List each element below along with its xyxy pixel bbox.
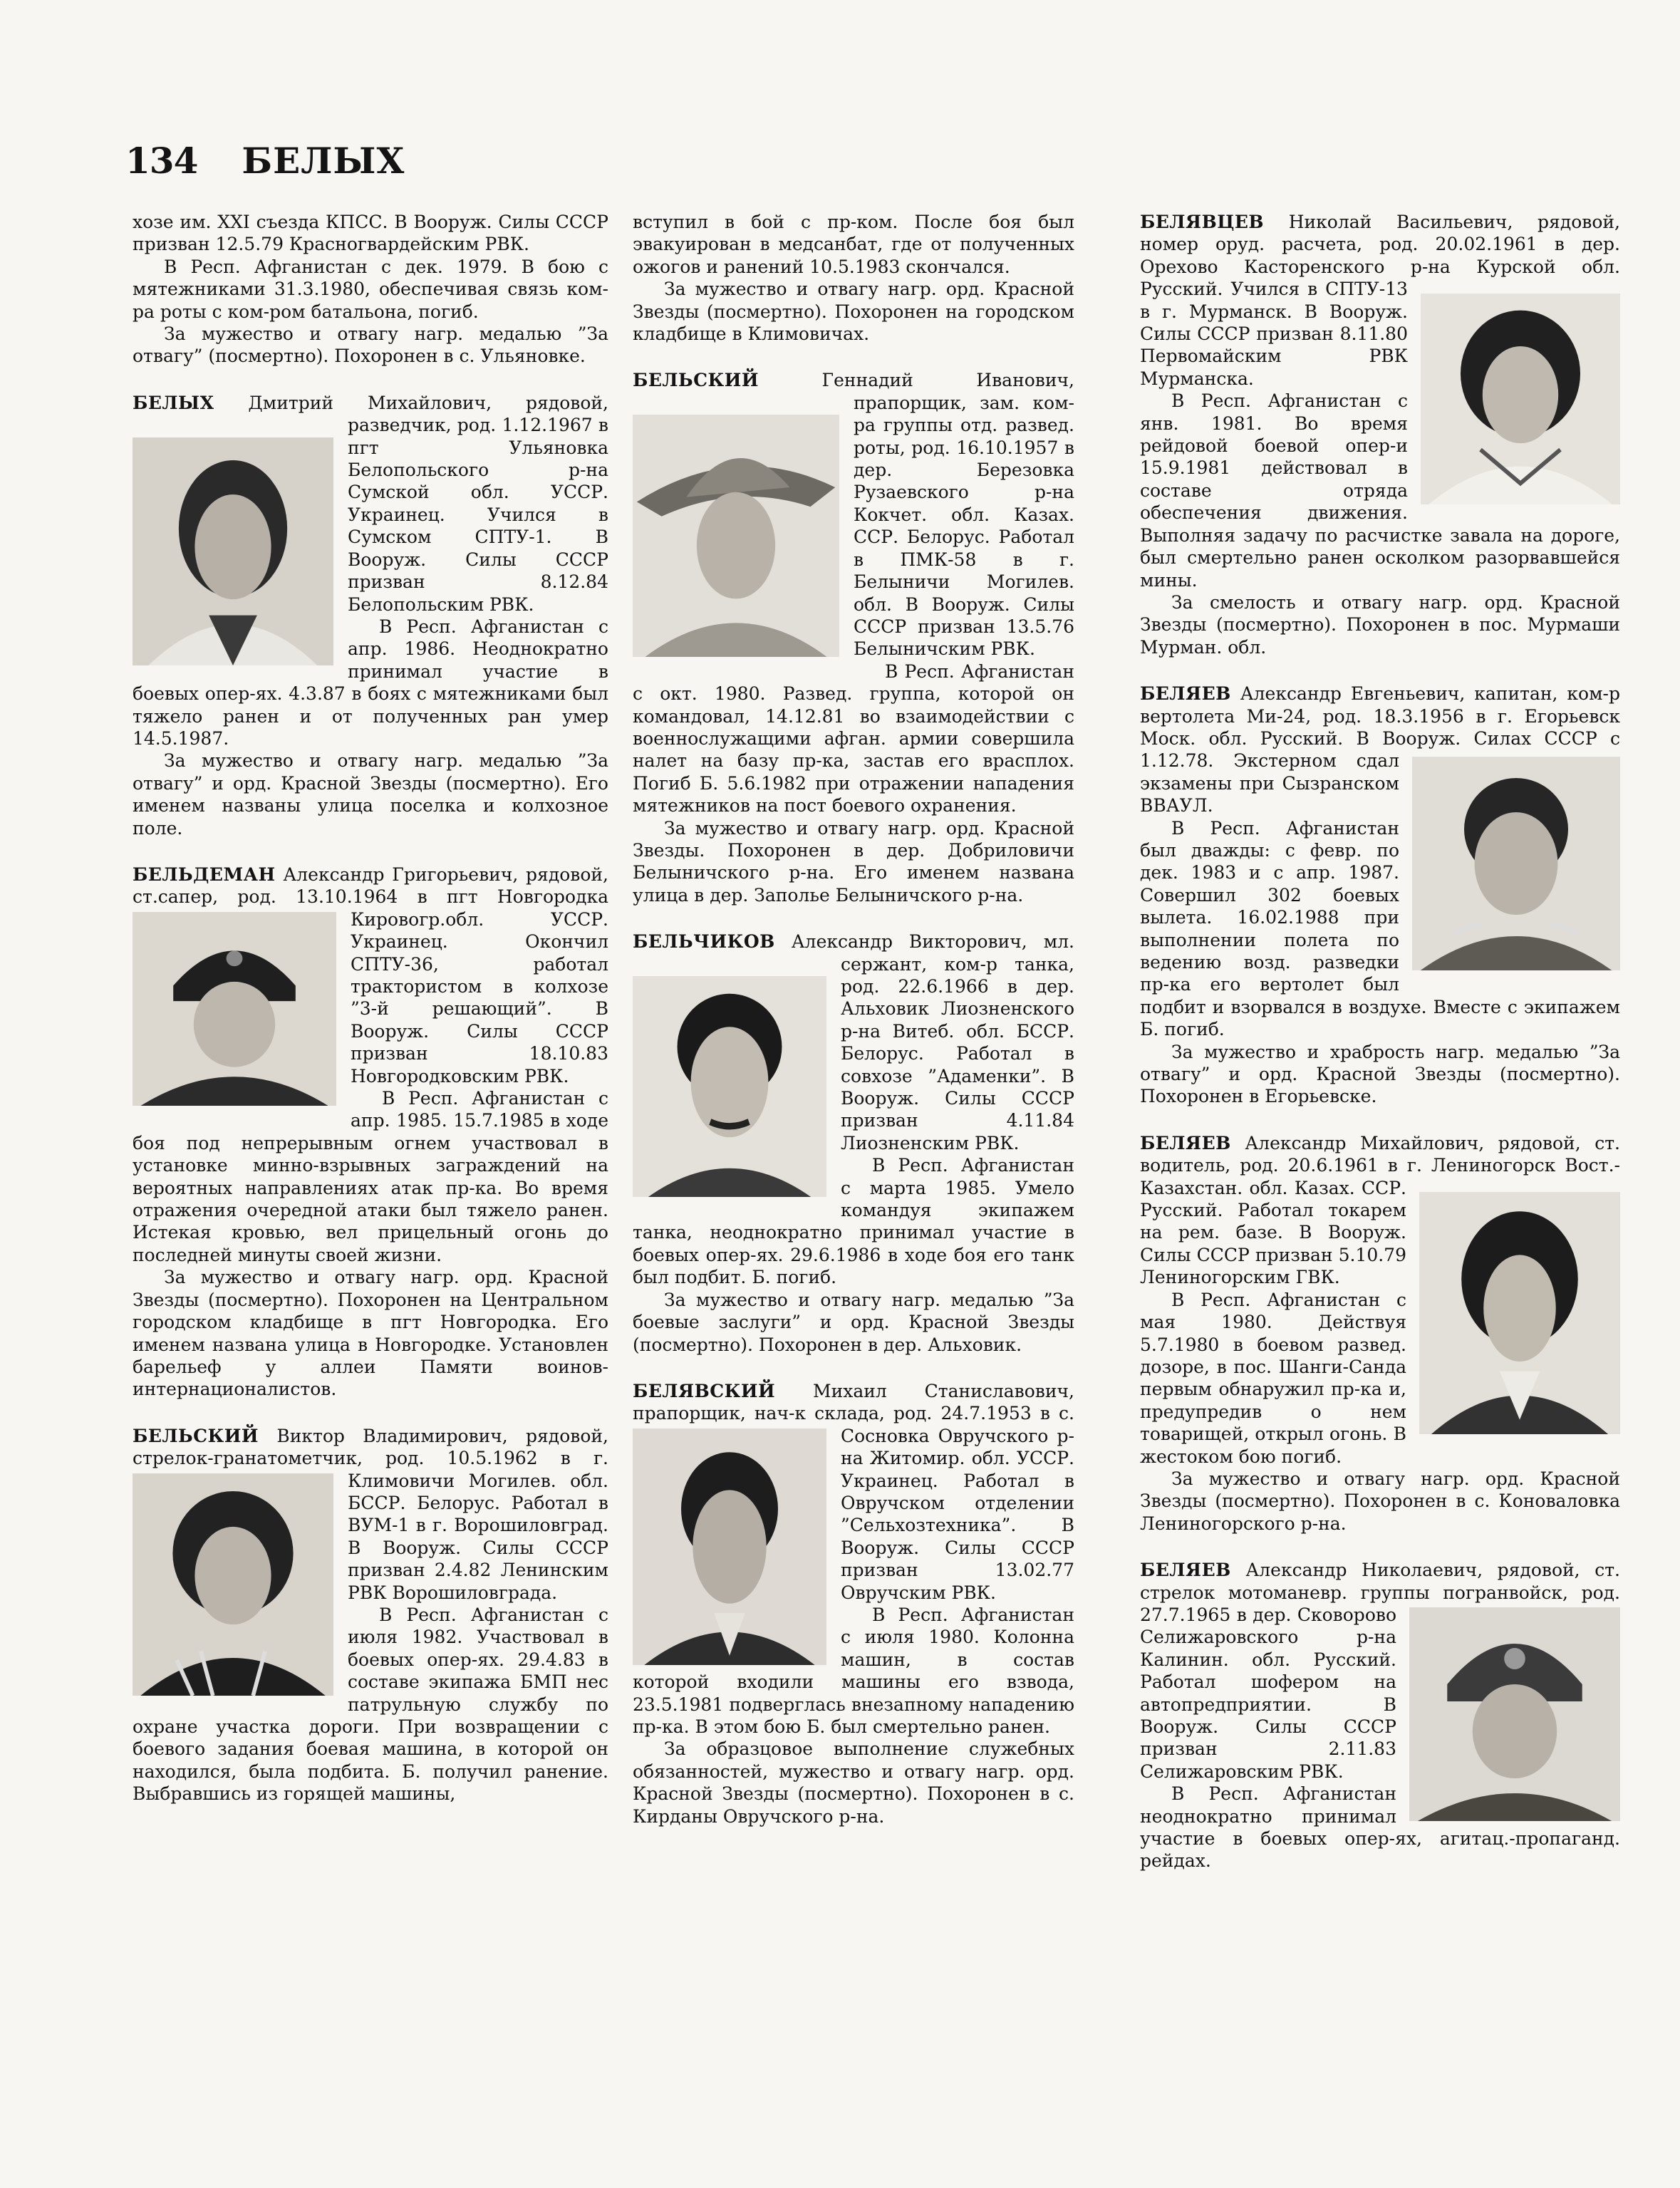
paragraph: В Респ. Афганистан с дек. 1979. В бою с мятежниками 31.3.1980, обеспечивая связь ком-ра роты с ком-ром батальона, погиб. <box>133 256 608 322</box>
entry-surname: БЕЛЬСКИЙ <box>133 1425 259 1446</box>
entry-lead-text: Александр Евгеньевич, капитан, ком-р вертолета Ми-24, род. 18.3.1956 в г. Егорьевск Моск. обл. Русский. В Вооруж. Силах СССР с 1.12.78. Экстерном сдал экзамены при Сызранском ВВАУЛ. <box>1140 683 1620 816</box>
page-number: 134 <box>125 140 198 182</box>
entry-lead-text: Александр Михайлович, рядовой, ст. водитель, род. 20.6.1961 в г. Лениногорск Вост.-Казахстан. обл. Казах. ССР. Русский. Работал токарем на рем. базе. В Вооруж. Силы СССР призван 5.10.79 Лениногорским ГВК. <box>1140 1132 1620 1288</box>
entry-surname: БЕЛЬЧИКОВ <box>633 931 775 953</box>
entry-lead-text: Александр Григорьевич, рядовой, ст.сапер, род. 13.10.1964 в пгт Новгородка Кировогр.обл. УССР. Украинец. Окончил СПТУ-36, работал трактористом в колхозе ”3-й решающий”. В Вооруж. Силы СССР призван 18.10.83 Новгородковским РВК. <box>133 864 608 1087</box>
paragraph: За мужество и отвагу нагр. орд. Красной Звезды (посмертно). Похоронен на городском кладбище в Климовичах. <box>633 279 1074 345</box>
paragraph: В Респ. Афганистан с мая 1980. Действуя 5.7.1980 в боевом развед. дозоре, в пос. Шанги-Санда первым обнаружил пр-ка и, предупредив о нем товарищей, открыл огонь. В жестоком бою погиб. <box>1140 1289 1406 1467</box>
entry-belyaev-alexandr-evgenievich <box>1140 683 1620 1108</box>
entry-lead-text: Геннадий Иванович, прапорщик, зам. ком-ра группы отд. развед. роты, род. 16.10.1957 в дер. Березовка Рузаевского р-на Кокчет. обл. Казах. ССР. Белорус. Работал в ПМК-58 в г. Белыничи Могилев. обл. В Вооруж. Силы СССР призван 13.5.76 Белыничским РВК. <box>759 370 1074 660</box>
portrait-photo <box>633 976 826 1197</box>
entry-continuation <box>133 211 608 368</box>
paragraph: В Респ. Афганистан неоднократно принимал участие в боевых опер-ях, агитац.-пропаганд. рейдах. <box>1140 1783 1620 1872</box>
column-1 <box>133 211 608 1805</box>
entry-surname: БЕЛЯЕВ <box>1140 1132 1231 1153</box>
paragraph: За мужество и отвагу нагр. орд. Красной Звезды (посмертно). Похоронен в с. Коноваловка Лениногорского р-на. <box>1140 1468 1620 1534</box>
portrait-photo <box>633 415 839 657</box>
entry-lead-text: Александр Николаевич, рядовой, ст. стрелок мотоманевр. группы погранвойск, род. 27.7.1965 в дер. Сковорово Селижаровского р-на Калинин. обл. Русский. Работал шофером на автопредприятии. В Вооруж. Силы СССР призван 2.11.83 Селижаровским РВК. <box>1140 1560 1620 1782</box>
entry-surname: БЕЛЯВСКИЙ <box>633 1380 776 1401</box>
paragraph: В Респ. Афганистан был дважды: с февр. по дек. 1983 и с апр. 1987. Совершил 302 боевых вылета. 16.02.1988 при выполнении полета по ведению возд. разведки пр-ка его вертолет был подбит и взорвался в воздухе. Вместе с экипажем Б. погиб. <box>1140 817 1620 1040</box>
entry-surname: БЕЛЯЕВ <box>1140 1560 1231 1581</box>
entry-beldeman-alexandr <box>133 864 608 1401</box>
paragraph: За мужество и храбрость нагр. медалью ”За отвагу” и орд. Красной Звезды (посмертно). Похоронен в Егорьевске. <box>1140 1041 1620 1107</box>
entry-belykh-dmitry <box>133 392 608 839</box>
paragraph: За смелость и отвагу нагр. орд. Красной Звезды (посмертно). Похоронен в пос. Мурмаши Мурман. обл. <box>1140 591 1620 658</box>
column-2 <box>633 211 1074 1827</box>
entry-surname: БЕЛЬДЕМАН <box>133 864 276 885</box>
entry-lead-text: Николай Васильевич, рядовой, номер оруд. расчета, род. 20.02.1961 в дер. Орехово Касторенского р-на Курской обл. Русский. Учился в СПТУ-13 в г. Мурманск. В Вооруж. Силы СССР призван 8.11.80 Первомайским РВК Мурманска. <box>1140 212 1620 389</box>
entry-lead-text: Виктор Владимирович, рядовой, стрелок-гранатометчик, род. 10.5.1962 в г. Климовичи Могилев. обл. БССР. Белорус. Работал в ВУМ-1 в г. Ворошиловград. В Вооруж. Силы СССР призван 2.4.82 Ленинским РВК Ворошиловграда. <box>133 1425 608 1603</box>
portrait-photo <box>133 437 333 665</box>
entry-lead-text: Александр Викторович, мл. сержант, ком-р танка, род. 22.6.1966 в дер. Альховик Лиозненского р-на Витеб. обл. БССР. Белорус. Работал в совхозе ”Адаменки”. В Вооруж. Силы СССР призван 4.11.84 Лиозненским РВК. <box>774 931 1074 1153</box>
paragraph: За мужество и отвагу нагр. орд. Красной Звезды. Похоронен в дер. Добриловичи Белыничского р-на. Его именем названа улица в дер. Заполье Белыничского р-на. <box>633 817 1074 906</box>
entry-belyaev-alexandr-nikolaevich <box>1140 1559 1620 1872</box>
portrait-photo <box>133 1473 333 1696</box>
portrait-photo <box>1412 757 1620 970</box>
entry-lead-text: Дмитрий Михайлович, рядовой, разведчик, род. 1.12.1967 в пгт Ульяновка Белопольского р-на Сумской обл. УССР. Украинец. Учился в Сумском СПТУ-1. В Вооруж. Силы СССР призван 8.12.84 Белопольским РВК. <box>214 392 608 615</box>
paragraph: За мужество и отвагу нагр. орд. Красной Звезды (посмертно). Похоронен на Центральном городском кладбище в пгт Новгородка. Его именем названа улица в Новгородке. Установлен барельеф у аллеи Памяти воинов-интернационалистов. <box>133 1267 608 1400</box>
entry-belsky-gennady <box>633 369 1074 906</box>
entry-belyavsky-mikhail <box>633 1380 1074 1827</box>
page-header <box>125 140 405 182</box>
paragraph: В Респ. Афганистан с марта 1985. Умело командуя экипажем танка, неоднократно принимал участие в боевых опер-ях. 29.6.1986 в ходе боя его танк был подбит. Б. погиб. <box>633 1155 1074 1288</box>
portrait-photo <box>633 1429 826 1665</box>
paragraph: За мужество и отвагу нагр. медалью ”За отвагу” (посмертно). Похоронен в с. Ульяновке. <box>133 323 608 367</box>
paragraph: В Респ. Афганистан с апр. 1985. 15.7.1985 в ходе боя под непрерывным огнем участвовал в установке минно-взрывных заграждений на вероятных направлениях атак пр-ка. Во время отражения очередной атаки был тяжело ранен. Истекая кровью, вел прицельный огонь до последней минуты своей жизни. <box>133 1088 608 1265</box>
column-3 <box>1140 211 1620 1872</box>
paragraph: За образцовое выполнение служебных обязанностей, мужество и отвагу нагр. орд. Красной Звезды (посмертно). Похоронен в с. Кирданы Овручского р-на. <box>633 1738 1074 1827</box>
entry-belchikov-alexandr <box>633 930 1074 1356</box>
entry-surname: БЕЛЯЕВ <box>1140 683 1231 705</box>
paragraph: В Респ. Афганистан с июля 1982. Участвовал в боевых опер-ях. 29.4.83 в составе экипажа БМП нес патрульную службу по охране участка дороги. При возвращении с боевого задания боевая машина, в которой он находился, была подбита. Б. получил ранение. Выбравшись из горящей машины, <box>133 1604 608 1805</box>
entry-surname: БЕЛЫХ <box>133 392 214 413</box>
entry-belyaev-alexandr-mikhailovich <box>1140 1132 1620 1535</box>
entry-surname: БЕЛЬСКИЙ <box>633 370 759 391</box>
entry-belyavtsev-nikolay <box>1140 211 1620 658</box>
portrait-photo <box>1409 1607 1620 1821</box>
entry-belsky-viktor <box>133 1425 608 1805</box>
portrait-photo <box>133 912 336 1106</box>
paragraph: В Респ. Афганистан с янв. 1981. Во время рейдовой боевой опер-и 15.9.1981 действовал в составе отряда обеспечения движения. Выполняя задачу по расчистке завала на дороге, был смертельно ранен осколком разорвавшейся мины. <box>1140 390 1620 591</box>
paragraph: За мужество и отвагу нагр. медалью ”За отвагу” и орд. Красной Звезды (посмертно). Его именем названы улица поселка и колхозное поле. <box>133 750 608 839</box>
entry-continuation <box>633 211 1074 345</box>
paragraph: В Респ. Афганистан с июля 1980. Колонна машин, в состав которой входили машины его взвода, 23.5.1981 подверглась внезапному нападению пр-ка. В этом бою Б. был смертельно ранен. <box>633 1604 1074 1737</box>
paragraph: За мужество и отвагу нагр. медалью ”За боевые заслуги” и орд. Красной Звезды (посмертно). Похоронен в дер. Альховик. <box>633 1289 1074 1355</box>
paragraph: В Респ. Афганистан с апр. 1986. Неоднократно принимал участие в боевых опер-ях. 4.3.87 в боях с мятежниками был тяжело ранен и от полученных ран умер 14.5.1987. <box>133 616 608 749</box>
paragraph: хозе им. XXI съезда КПСС. В Вооруж. Силы СССР призван 12.5.79 Красногвардейским РВК. <box>133 212 608 255</box>
paragraph: вступил в бой с пр-ком. После боя был эвакуирован в медсанбат, где от полученных ожогов и ранений 10.5.1983 скончался. <box>633 212 1074 277</box>
portrait-photo <box>1421 294 1620 504</box>
entry-lead-text: Михаил Станиславович, прапорщик, нач-к склада, род. 24.7.1953 в с. Сосновка Овручского р-на Житомир. обл. УССР. Украинец. Работал в Овручском отделении ”Сельхозтехника”. В Вооруж. Силы СССР призван 13.02.77 Овручским РВК. <box>633 1380 1074 1603</box>
entry-surname: БЕЛЯВЦЕВ <box>1140 212 1265 232</box>
paragraph: В Респ. Афганистан с окт. 1980. Развед. группа, которой он командовал, 14.12.81 во взаимодействии с военнослужащими афган. армии совершила налет на базу пр-ка, застав его врасплох. Погиб Б. 5.6.1982 при отражении нападения мятежников на пост боевого охранения. <box>633 660 1074 816</box>
running-head: БЕЛЫХ <box>242 140 405 182</box>
portrait-photo <box>1419 1192 1620 1434</box>
